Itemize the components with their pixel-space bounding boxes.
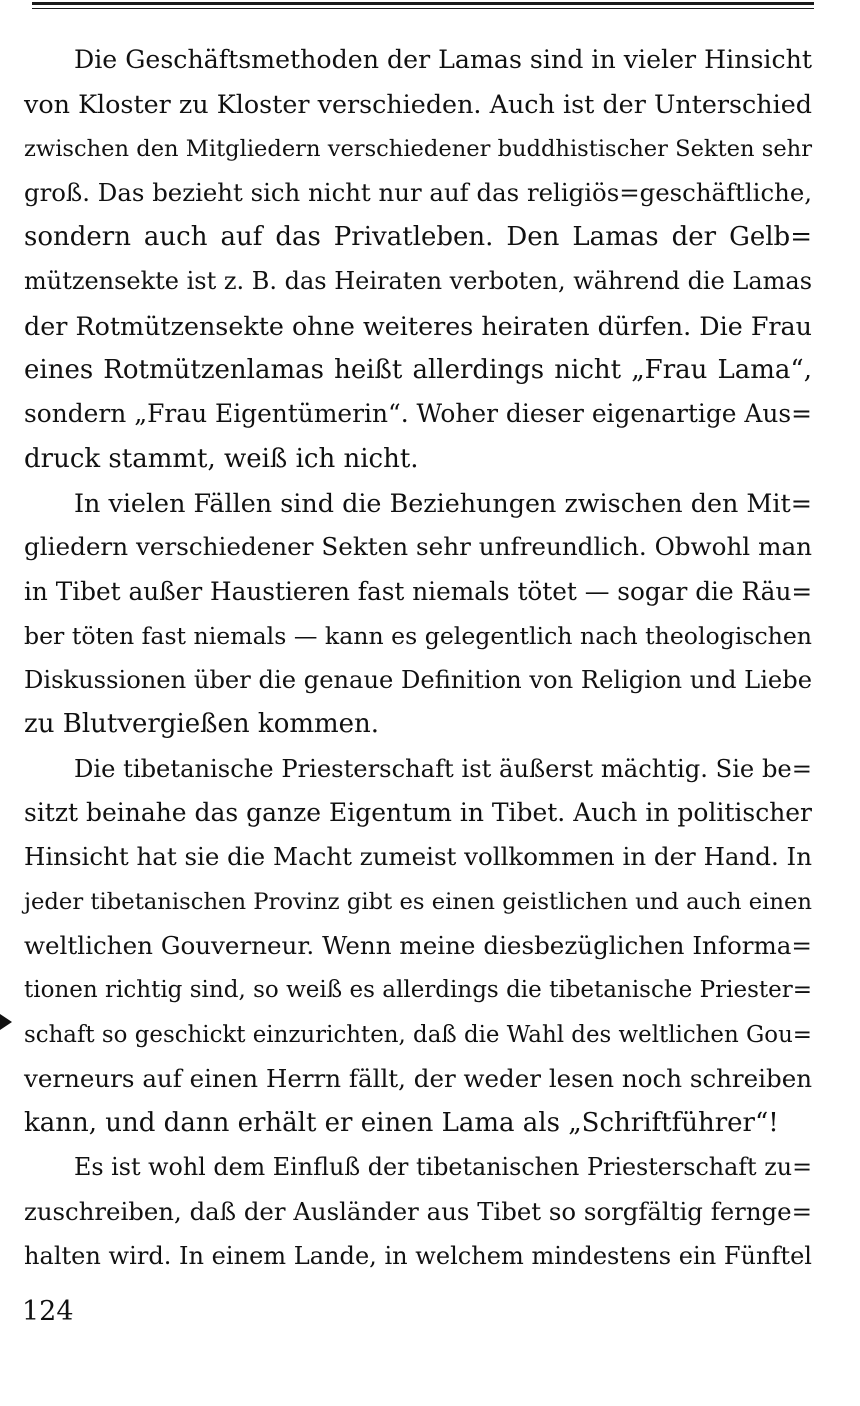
paragraph-4 — [24, 1145, 812, 1278]
text-line: schaft so geschickt einzurichten, daß die Wahl des weltlichen Gou= — [24, 1021, 812, 1048]
margin-marker — [0, 1014, 12, 1030]
text-line: jeder tibetanischen Provinz gibt es einen geistlichen und auch einen — [24, 888, 812, 915]
text-line: Hinsicht hat sie die Macht zumeist vollkommen in der Hand. In — [24, 842, 812, 872]
text-line: Die Geschäftsmethoden der Lamas sind in vieler Hinsicht — [74, 45, 812, 74]
text-line: In vielen Fällen sind die Beziehungen zwischen den Mit= — [74, 487, 812, 518]
text-line: verneurs auf einen Herrn fällt, der weder lesen noch schreiben — [24, 1063, 812, 1093]
text-line: kann, und dann erhält er einen Lama als „Schriftführer“! — [24, 1108, 779, 1139]
text-line: der Rotmützensekte ohne weiteres heiraten dürfen. Die Frau — [24, 310, 812, 341]
top-rule — [32, 2, 814, 5]
text-line: Diskussionen über die genaue Definition von Religion und Liebe — [24, 666, 812, 695]
text-line: Es ist wohl dem Einfluß der tibetanischen Priesterschaft zu= — [74, 1153, 812, 1182]
text-line: eines Rotmützenlamas heißt allerdings nicht „Frau Lama“, — [24, 355, 812, 386]
paragraph-1 — [24, 38, 812, 481]
text-line: mützensekte ist z. B. das Heiraten verboten, während die Lamas — [24, 267, 812, 296]
text-line: zwischen den Mitgliedern verschiedener buddhistischer Sekten sehr — [24, 135, 812, 162]
text-line: weltlichen Gouverneur. Wenn meine diesbezüglichen Informa= — [24, 930, 812, 960]
text-line: sondern auch auf das Privatleben. Den Lamas der Gelb= — [24, 222, 812, 253]
text-line: druck stammt, weiß ich nicht. — [24, 443, 419, 474]
paragraph-3 — [24, 747, 812, 1146]
text-line: ber töten fast niemals — kann es gelegentlich nach theologischen — [24, 621, 812, 650]
text-line: in Tibet außer Haustieren fast niemals tötet — sogar die Räu= — [24, 576, 813, 606]
text-line: Die tibetanische Priesterschaft ist äußerst mächtig. Sie be= — [74, 754, 812, 783]
text-line: tionen richtig sind, so weiß es allerdings die tibetanische Priester= — [24, 977, 812, 1004]
text-line: gliedern verschiedener Sekten sehr unfreundlich. Obwohl man — [24, 532, 812, 562]
text-line: sondern „Frau Eigentümerin“. Woher dieser eigenartige Aus= — [24, 399, 812, 429]
page-number: 124 — [22, 1296, 74, 1327]
text-line: halten wird. In einem Lande, in welchem mindestens ein Fünftel — [24, 1242, 812, 1271]
body-text — [24, 38, 812, 1278]
paragraph-2 — [24, 481, 812, 747]
text-line: von Kloster zu Kloster verschieden. Auch ist der Unterschied — [24, 89, 812, 120]
top-rule-thin — [32, 8, 814, 9]
text-line: zuschreiben, daß der Ausländer aus Tibet so sorgfältig fernge= — [24, 1196, 812, 1226]
text-line: groß. Das bezieht sich nicht nur auf das religiös=geschäftliche, — [24, 177, 812, 207]
text-line: sitzt beinahe das ganze Eigentum in Tibet. Auch in politischer — [24, 798, 812, 828]
text-line: zu Blutvergießen kommen. — [24, 709, 380, 740]
